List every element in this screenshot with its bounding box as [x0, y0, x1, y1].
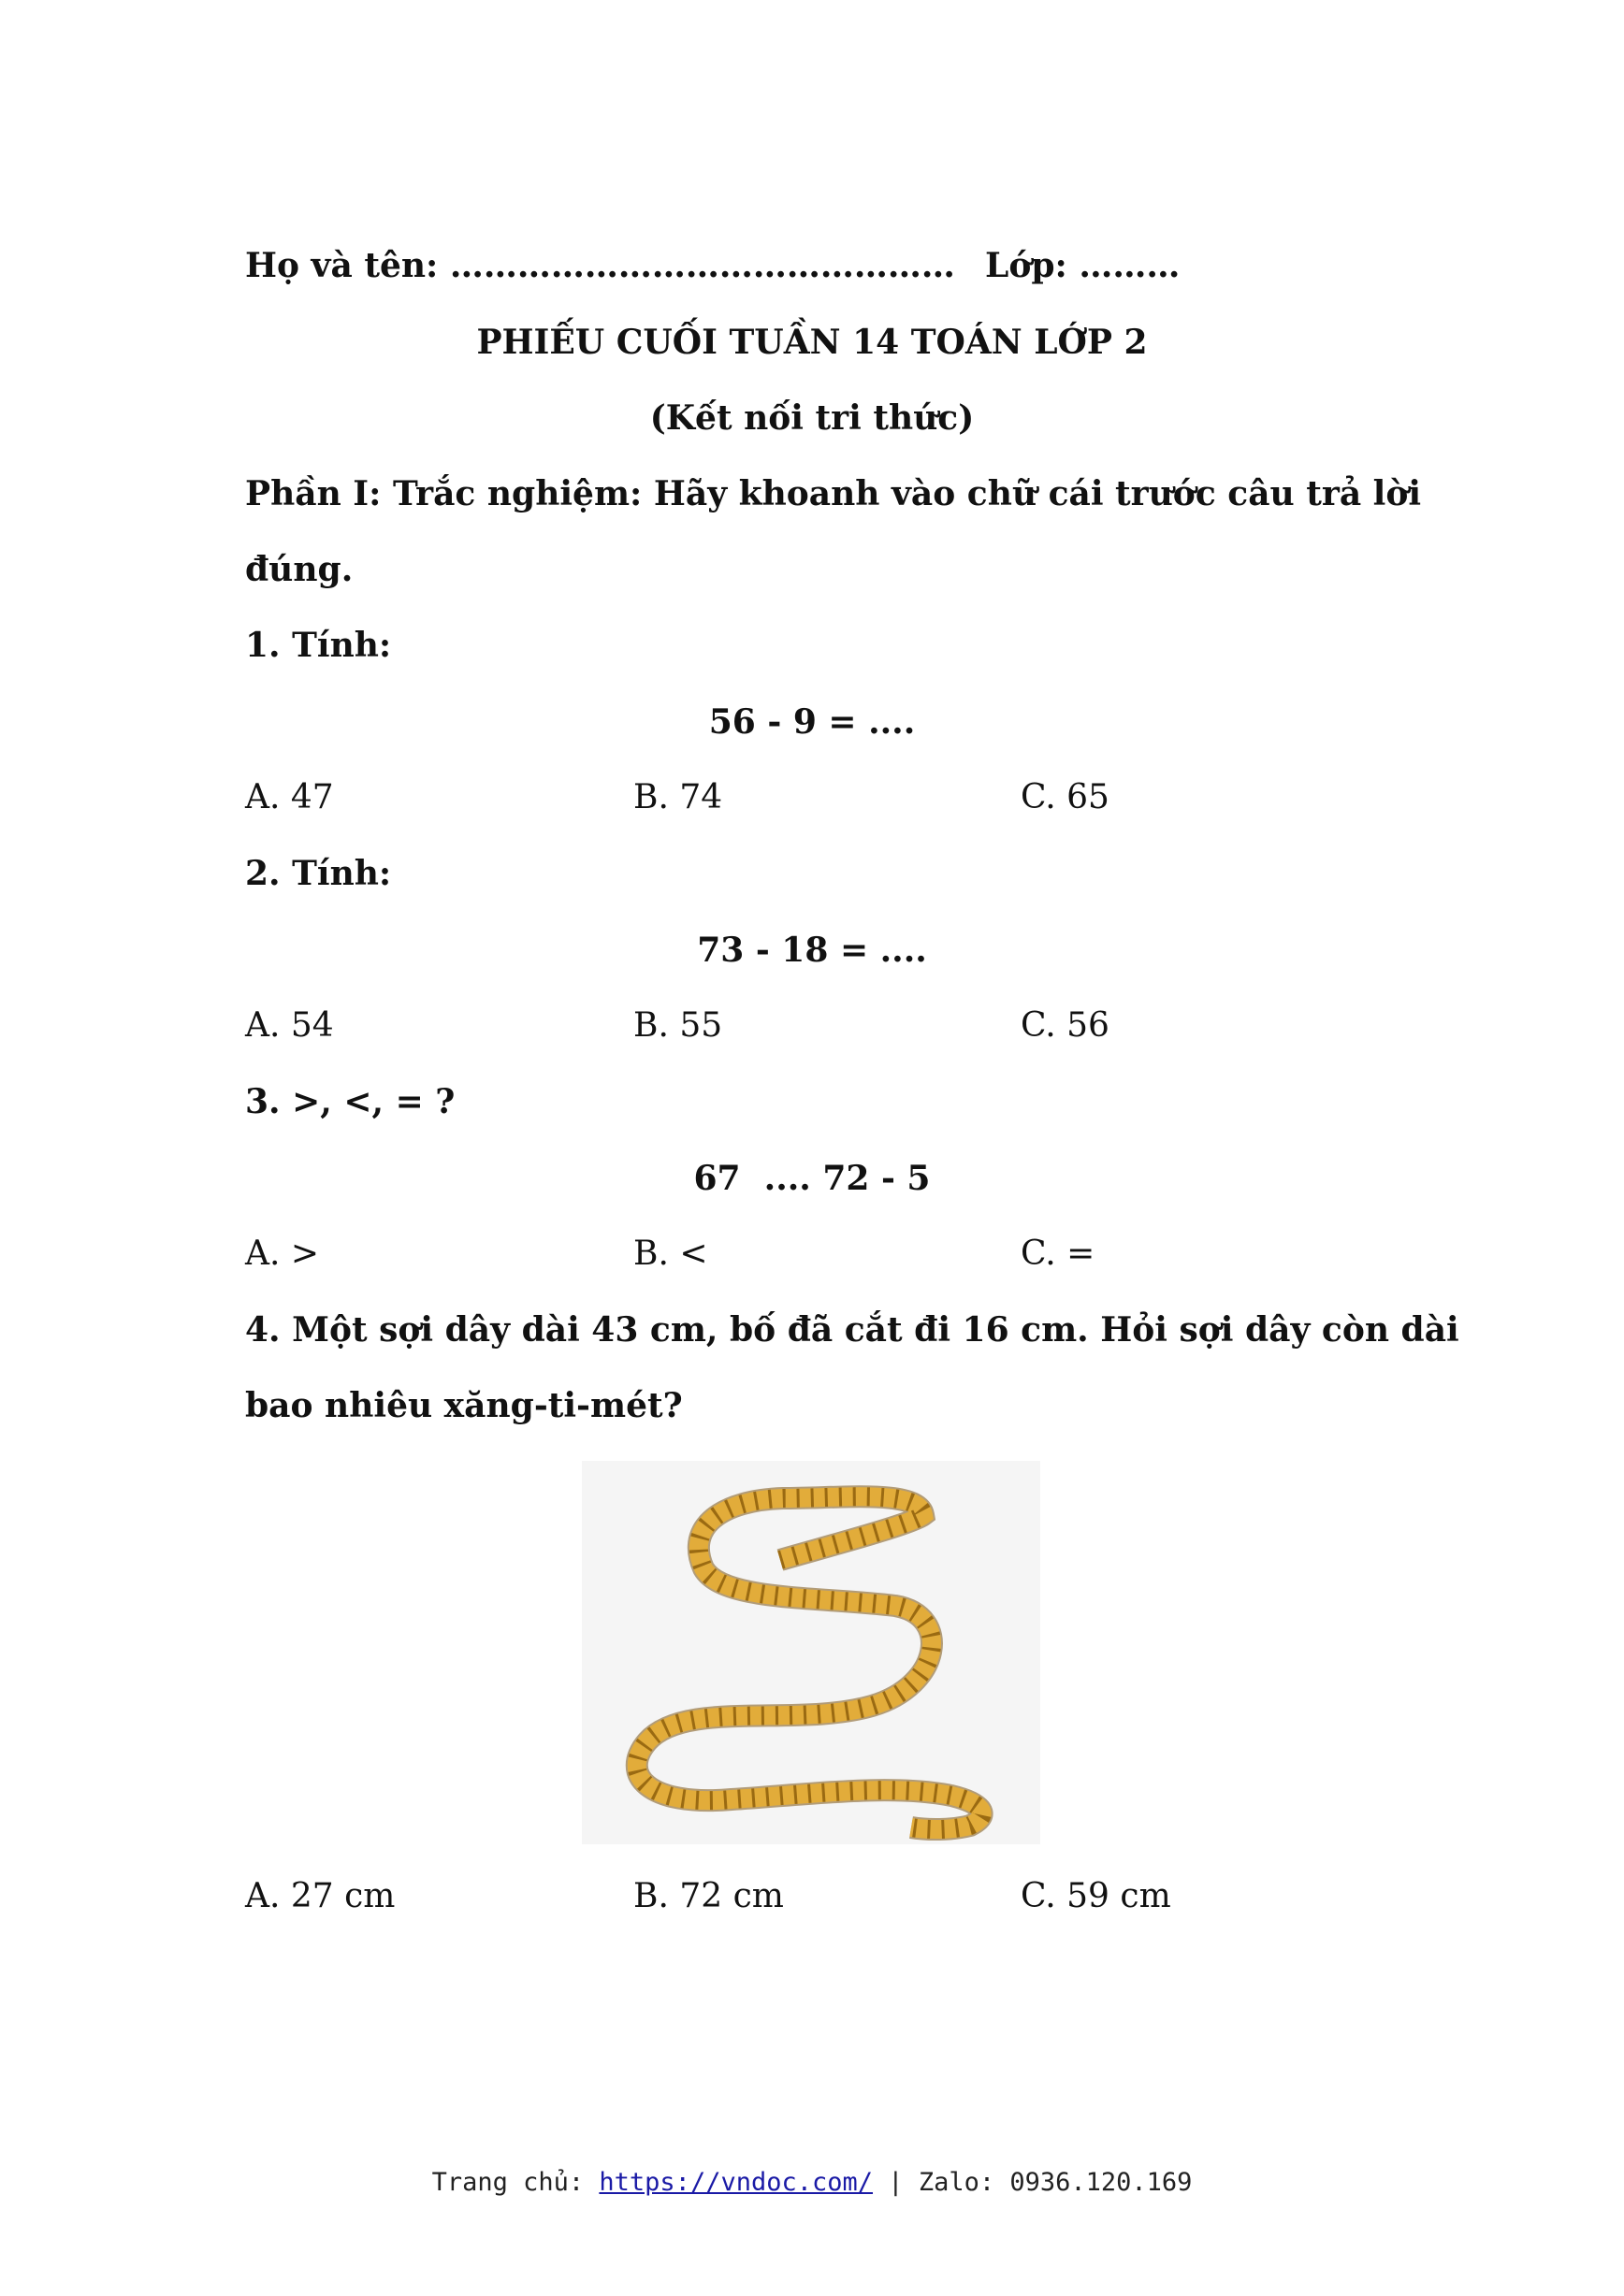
- section-instruction-line2: đúng.: [245, 550, 354, 589]
- question-2-prompt: 2. Tính:: [245, 854, 392, 893]
- question-1-option-a: A. 47: [245, 778, 334, 816]
- page-footer: [0, 2168, 1624, 2197]
- page-title: PHIẾU CUỐI TUẦN 14 TOÁN LỚP 2: [476, 323, 1148, 362]
- question-4-option-a: A. 27 cm: [245, 1877, 396, 1915]
- question-4-prompt-line1: 4. Một sợi dây dài 43 cm, bố đã cắt đi 16 cm. Hỏi sợi dây còn dài: [245, 1310, 1459, 1350]
- question-1-prompt: 1. Tính:: [245, 626, 392, 665]
- section-instruction-line1: Phần I: Trắc nghiệm: Hãy khoanh vào chữ cái trước câu trả lời: [245, 474, 1422, 513]
- question-2-expression: 73 - 18 = ....: [697, 931, 927, 970]
- question-3-option-a: A. >: [245, 1235, 320, 1273]
- question-2-option-c: C. 56: [1021, 1006, 1109, 1045]
- footer-zalo: Zalo: 0936.120.169: [918, 2168, 1193, 2197]
- page-subtitle: (Kết nối tri thức): [649, 398, 975, 438]
- question-3-option-c: C. =: [1021, 1235, 1095, 1273]
- question-1-expression: 56 - 9 = ....: [708, 702, 916, 742]
- question-3-expression: 67 .... 72 - 5: [693, 1159, 931, 1198]
- rope-icon: [582, 1461, 1040, 1844]
- question-4-option-b: B. 72 cm: [633, 1877, 784, 1915]
- question-4-prompt-line2: bao nhiêu xăng-ti-mét?: [245, 1386, 683, 1425]
- question-4-option-c: C. 59 cm: [1021, 1877, 1171, 1915]
- student-name-label: Họ và tên: ………………………………………: [245, 246, 955, 285]
- question-1-option-c: C. 65: [1021, 778, 1109, 816]
- question-3-option-b: B. <: [633, 1235, 708, 1273]
- student-class-label: Lớp: ………: [985, 246, 1181, 285]
- footer-home-label: Trang chủ:: [431, 2168, 585, 2197]
- footer-separator: |: [888, 2168, 904, 2197]
- rope-image: [582, 1461, 1040, 1844]
- question-1-option-b: B. 74: [633, 778, 723, 816]
- footer-home-link[interactable]: https://vndoc.com/: [599, 2168, 874, 2197]
- question-2-option-a: A. 54: [245, 1006, 334, 1045]
- question-3-prompt: 3. >, <, = ?: [245, 1082, 456, 1121]
- question-2-option-b: B. 55: [633, 1006, 723, 1045]
